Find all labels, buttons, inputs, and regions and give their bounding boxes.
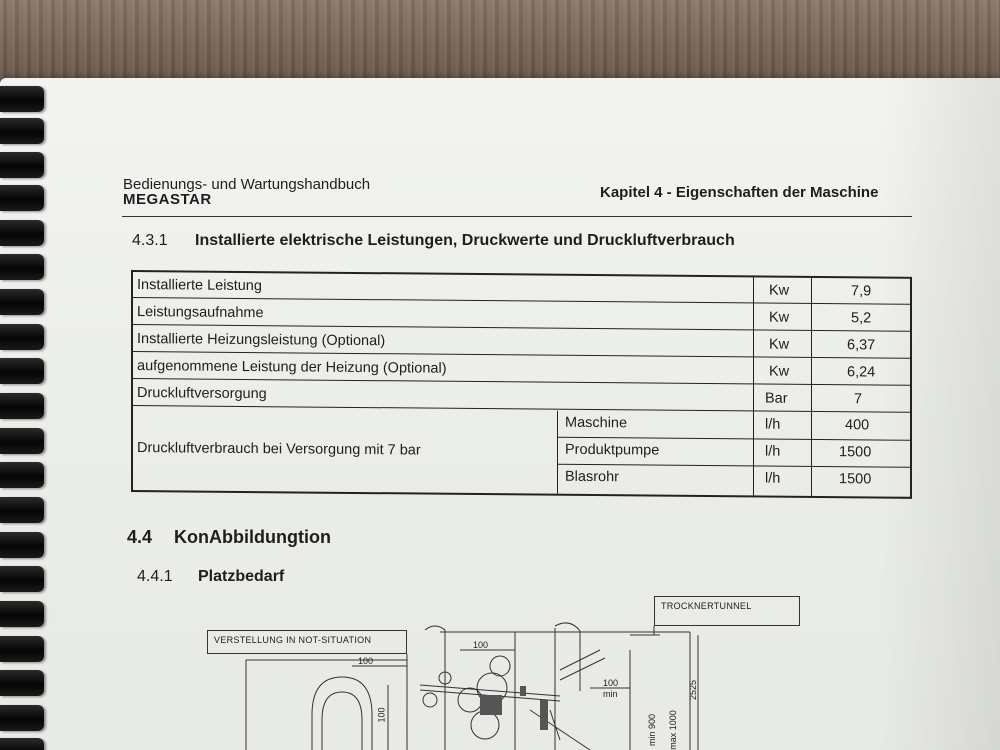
column-divider (811, 278, 812, 496)
section-heading-4-3-1 (132, 232, 735, 250)
consumption-item-unit: l/h (765, 416, 781, 433)
row-unit: Kw (769, 282, 790, 299)
consumption-label: Druckluftverbrauch bei Versorgung mit 7 bar (137, 440, 421, 459)
row-label: aufgenommene Leistung der Heizung (Optional) (137, 358, 447, 377)
section-title: Platzbedarf (198, 568, 285, 585)
dimension-label-vertical: 100 (376, 707, 387, 723)
column-divider (753, 412, 754, 495)
row-divider (557, 437, 910, 441)
manual-title: Bedienungs- und Wartungshandbuch (123, 176, 371, 193)
consumption-item-name: Blasrohr (565, 468, 619, 486)
dimension-label-vertical: 2525 (688, 679, 699, 701)
consumption-item-name: Maschine (565, 414, 628, 432)
dimension-label-vertical: min 900 (647, 713, 658, 747)
section-number: 4.3.1 (132, 232, 168, 249)
dimension-label: 100 (358, 656, 374, 666)
dimension-min-label: min (603, 689, 618, 699)
row-label: Installierte Leistung (137, 277, 262, 295)
row-value: 5,2 (851, 310, 872, 327)
table-row (133, 380, 910, 413)
row-value: 6,24 (847, 364, 876, 381)
machine-outline-drawing (0, 590, 1000, 750)
chapter-title: Kapitel 4 - Eigenschaften der Maschine (600, 184, 879, 201)
dimension-label: 100 (603, 678, 619, 688)
consumption-item-unit: l/h (765, 443, 781, 460)
row-label: Druckluftversorgung (137, 385, 267, 403)
consumption-item-name: Produktpumpe (565, 441, 660, 459)
row-label: Leistungsaufnahme (137, 304, 264, 322)
section-number: 4.4 (127, 527, 153, 547)
row-divider (557, 464, 910, 468)
section-heading-4-4 (127, 527, 331, 548)
row-unit: Kw (769, 309, 790, 326)
drying-tunnel-label: TROCKNERTUNNEL (654, 596, 800, 626)
dimension-label-vertical: max 1000 (667, 710, 678, 750)
row-value: 7 (854, 391, 863, 408)
row-unit: Kw (769, 336, 790, 353)
product-name: MEGASTAR (123, 191, 212, 208)
section-heading-4-4-1 (137, 568, 284, 586)
row-label: Installierte Heizungsleistung (Optional) (137, 331, 386, 350)
column-divider (753, 277, 754, 412)
row-value: 6,37 (847, 337, 876, 354)
space-requirement-drawing (0, 590, 1000, 750)
section-title: KonAbbildungtion (174, 527, 331, 547)
row-value: 7,9 (851, 283, 872, 300)
consumption-item-unit: l/h (765, 470, 781, 487)
power-pressure-table (131, 270, 912, 499)
row-unit: Kw (769, 363, 790, 380)
emergency-adjustment-label: VERSTELLUNG IN NOT-SITUATION (207, 630, 407, 654)
section-title: Installierte elektrische Leistungen, Druckwerte und Druckluftverbrauch (195, 232, 735, 249)
consumption-item-value: 400 (845, 417, 870, 434)
row-unit: Bar (765, 390, 788, 407)
section-number: 4.4.1 (137, 568, 173, 585)
dimension-label: 100 (473, 640, 489, 650)
consumption-item-value: 1500 (839, 471, 872, 488)
consumption-item-value: 1500 (839, 444, 872, 461)
header-divider (122, 216, 912, 217)
column-divider (557, 411, 558, 494)
